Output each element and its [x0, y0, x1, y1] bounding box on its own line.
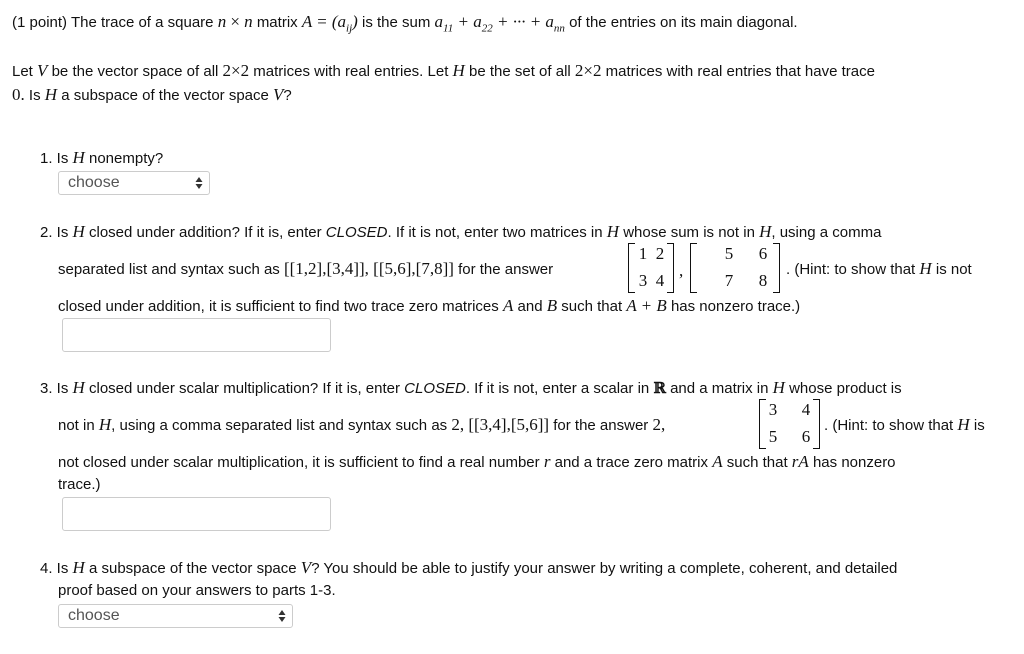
matrix-cell: 5	[768, 427, 778, 446]
text: whose sum is not in	[623, 224, 755, 241]
question-1	[40, 148, 163, 168]
text: 4. Is	[40, 560, 69, 577]
matrix-cell: 4	[655, 271, 665, 290]
text: is not	[935, 261, 972, 278]
question-3-line-4	[58, 476, 101, 493]
up-down-arrows-icon	[195, 175, 203, 191]
math-dots: + ··· +	[496, 12, 542, 31]
math-rA: rA	[791, 452, 809, 471]
question-4-line-2	[58, 582, 336, 599]
matrix-cell: 1	[638, 244, 648, 263]
text: , using a comma separated list and syntax such as	[111, 417, 448, 434]
setup-line-1	[12, 61, 875, 81]
example-matrix-2	[690, 243, 780, 293]
math-V: V	[37, 61, 48, 80]
math-sub: 22	[481, 22, 493, 35]
math-B: B	[546, 296, 558, 315]
math-plus: +	[457, 12, 469, 31]
text: , using a comma	[771, 224, 882, 241]
text: has nonzero trace.)	[670, 298, 801, 315]
math-sub: ij	[346, 22, 353, 35]
matrix-separator: ,	[679, 261, 684, 280]
text: not closed under scalar multiplication, it is sufficient to find a real number	[58, 454, 540, 471]
math-2: 2	[222, 61, 232, 80]
text: a subspace of the vector space	[88, 560, 297, 577]
text: and a matrix in	[670, 380, 769, 397]
text: has nonzero	[812, 454, 896, 471]
question-2-line-1	[40, 222, 881, 242]
question-3-line-1	[40, 378, 902, 398]
math-times: ×	[583, 61, 593, 80]
text: 2. Is	[40, 224, 69, 241]
text: and	[517, 298, 543, 315]
math-2: 2	[574, 61, 584, 80]
text: a subspace of the vector space	[61, 87, 269, 104]
intro-text: of the entries on its main diagonal.	[569, 14, 798, 31]
bracket-left	[690, 243, 697, 293]
text: Let	[12, 63, 33, 80]
math-H: H	[957, 415, 970, 434]
math-A: A	[502, 296, 514, 315]
math-sub: nn	[553, 22, 565, 35]
math-times: ×	[231, 61, 241, 80]
math-2: 2	[240, 61, 250, 80]
closed-keyword: CLOSED	[325, 224, 388, 241]
matrix-cell: 8	[758, 271, 768, 290]
matrix-cell: 6	[758, 244, 768, 263]
example-matrix-3	[759, 399, 820, 449]
math-eq-rhs: )	[352, 12, 358, 31]
math-H: H	[98, 415, 112, 434]
matrix-cell: 5	[724, 244, 734, 263]
math-0: 0.	[12, 85, 25, 104]
real-numbers-symbol: ℝ	[653, 379, 666, 397]
text: matrices with real entries. Let	[253, 63, 449, 80]
q4-answer-select[interactable]	[58, 604, 293, 628]
math-scalar: 2,	[652, 415, 666, 434]
matrix-cell: 3	[638, 271, 648, 290]
math-H: H	[919, 259, 932, 278]
math-a: a	[545, 12, 554, 31]
bracket-right	[773, 243, 780, 293]
text: proof based on your answers to parts 1-3.	[58, 582, 336, 599]
math-r: r	[543, 452, 551, 471]
intro-text: is the sum	[362, 14, 431, 31]
math-times: ×	[230, 12, 240, 31]
math-H: H	[772, 378, 785, 397]
select-value: choose	[68, 174, 120, 191]
math-V: V	[300, 558, 312, 577]
question-3-line-2b	[824, 415, 985, 435]
text: matrices with real entries that have trace	[605, 63, 875, 80]
text: . If it is not, enter two matrices in	[387, 224, 603, 241]
math-H: H	[44, 85, 58, 104]
text: such that	[726, 454, 788, 471]
math-A: A	[712, 452, 723, 471]
question-2-line-2b	[786, 259, 972, 279]
math-H: H	[759, 222, 772, 241]
math-eq-lhs: A = (a	[301, 12, 347, 31]
text: closed under scalar multiplication? If it is, enter	[88, 380, 400, 397]
math-sum	[434, 12, 565, 35]
math-n: n	[244, 12, 253, 31]
text: separated list and syntax such as	[58, 261, 280, 278]
select-value: choose	[68, 607, 120, 624]
up-down-arrows-icon	[278, 608, 286, 624]
question-text: nonempty?	[88, 150, 164, 167]
text: is	[973, 417, 985, 434]
math-2: 2	[593, 61, 602, 80]
math-n: n	[217, 12, 227, 31]
matrix-cell: 7	[724, 271, 734, 290]
text: be the vector space of all	[51, 63, 219, 80]
matrix-cell: 3	[768, 400, 778, 419]
text: ?	[283, 87, 292, 104]
math-H: H	[72, 222, 85, 241]
syntax-example: [[1,2],[3,4]], [[5,6],[7,8]]	[283, 259, 454, 278]
setup-line-2	[12, 85, 292, 105]
text: . (Hint: to show that	[824, 417, 954, 434]
text: such that	[561, 298, 623, 315]
question-4-line-1	[40, 558, 897, 578]
math-a: a	[434, 12, 444, 31]
text: for the answer	[458, 261, 554, 278]
math-a-def	[301, 12, 358, 35]
math-H: H	[606, 222, 620, 241]
example-matrix-1	[628, 243, 674, 293]
text: Is	[28, 87, 41, 104]
closed-keyword: CLOSED	[404, 380, 466, 397]
text: closed under addition, it is sufficient to find two trace zero matrices	[58, 298, 499, 315]
question-2-line-2a	[58, 259, 553, 279]
math-H: H	[72, 558, 85, 577]
text: and a trace zero matrix	[554, 454, 709, 471]
q1-answer-select[interactable]	[58, 171, 210, 195]
question-3-line-2a	[58, 415, 665, 435]
text: not in	[58, 417, 95, 434]
text: . (Hint: to show that	[786, 261, 916, 278]
text: whose product is	[789, 380, 902, 397]
syntax-example: 2, [[3,4],[5,6]]	[451, 415, 550, 434]
question-2-line-3	[58, 296, 800, 316]
math-a: a	[473, 12, 482, 31]
text: be the set of all	[469, 63, 571, 80]
text: trace.)	[58, 476, 101, 493]
intro-text: The trace of a square	[70, 14, 214, 31]
q3-answer-input[interactable]	[62, 497, 331, 531]
problem-statement	[12, 12, 798, 34]
text: . If it is not, enter a scalar in	[465, 380, 650, 397]
math-H: H	[72, 148, 85, 167]
text: for the answer	[553, 417, 649, 434]
matrix-cell: 4	[801, 400, 811, 419]
math-sub: 11	[443, 22, 454, 35]
q2-answer-input[interactable]	[62, 318, 331, 352]
matrix-cell: 6	[801, 427, 811, 446]
math-H: H	[452, 61, 465, 80]
intro-text: matrix	[256, 14, 298, 31]
math-H: H	[72, 378, 85, 397]
text: ? You should be able to justify your answer by writing a complete, coherent, and detailed	[311, 560, 898, 577]
points-label: (1 point)	[12, 14, 68, 31]
question-number: 1. Is	[40, 150, 69, 167]
text: closed under addition? If it is, enter	[88, 224, 322, 241]
math-V: V	[273, 85, 284, 104]
question-3-line-3	[58, 452, 896, 472]
matrix-cell: 2	[655, 244, 665, 263]
math-sum: A + B	[626, 296, 667, 315]
text: 3. Is	[40, 380, 69, 397]
